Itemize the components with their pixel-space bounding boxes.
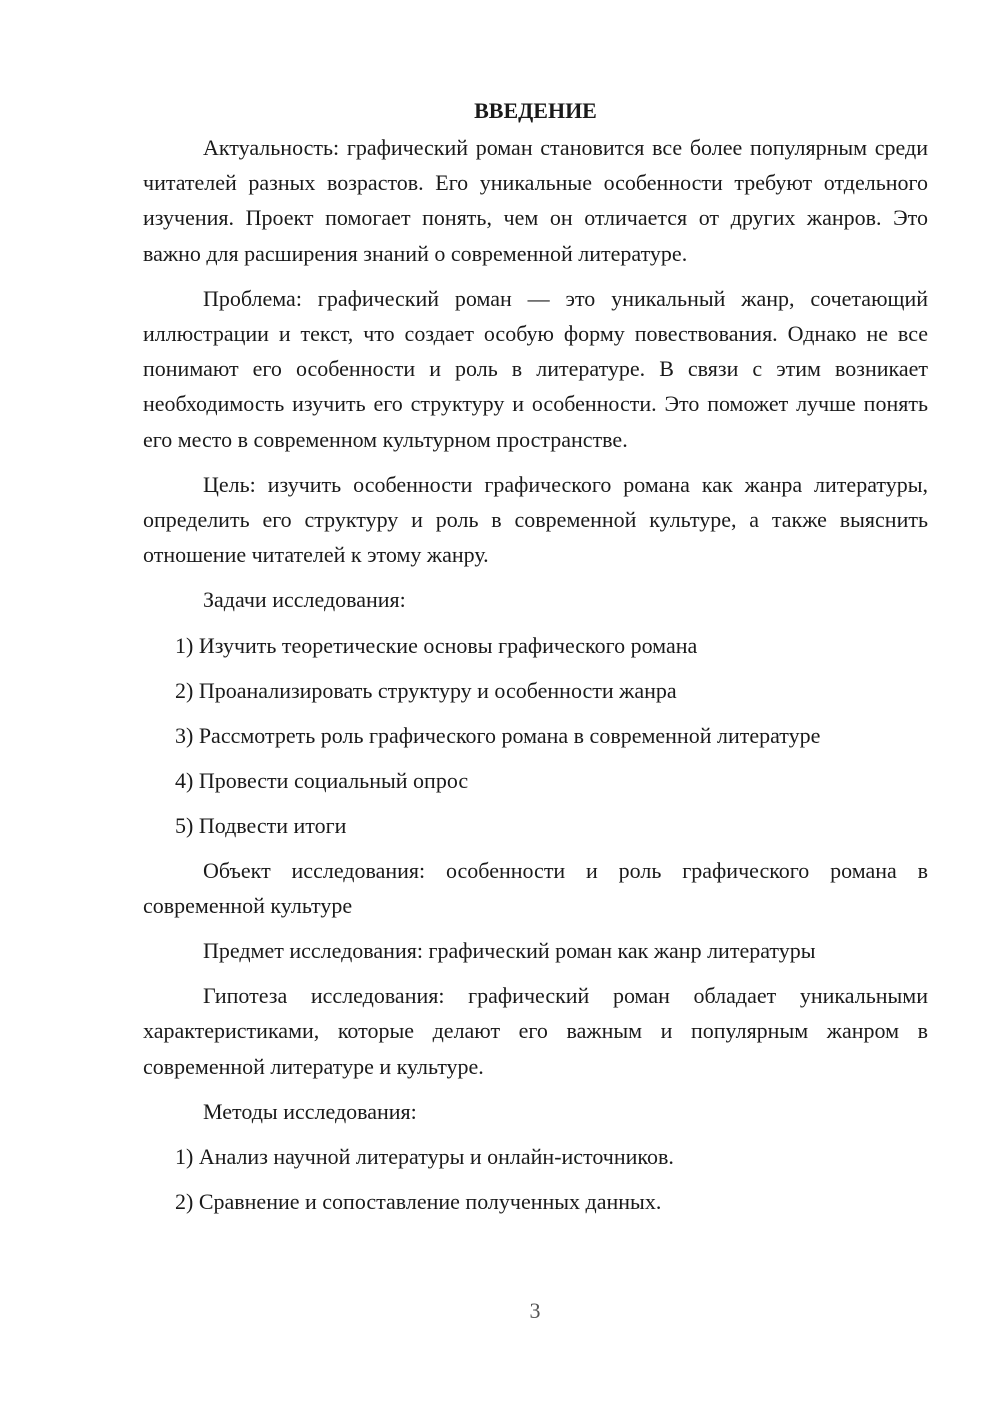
page-number: 3	[529, 1298, 541, 1323]
task-item-5: 5) Подвести итоги	[175, 812, 347, 838]
task-item-3: 3) Рассмотреть роль графического романа в современной литературе	[175, 722, 821, 748]
task-item-1: 1) Изучить теоретические основы графического романа	[175, 632, 698, 658]
method-item-1: 1) Анализ научной литературы и онлайн-источников.	[175, 1144, 674, 1170]
hypothesis-paragraph: Гипотеза исследования: графический роман обладает уникальными характеристиками, которые делают его важным и популярным жанром в современной литературе и культуре.	[143, 983, 928, 1079]
object-paragraph: Объект исследования: особенности и роль графического романа в современной культуре	[143, 857, 928, 918]
relevance-paragraph: Актуальность: графический роман становится все более популярным среди читателей разных возрастов. Его уникальные особенности требуют отдельного изучения. Проект помогает понять, чем он отличается от других жанров. Это важно для расширения знаний о современной литературе.	[143, 135, 928, 266]
subject-paragraph: Предмет исследования: графический роман как жанр литературы	[203, 938, 816, 964]
tasks-heading: Задачи исследования:	[203, 587, 406, 613]
goal-paragraph: Цель: изучить особенности графического романа как жанра литературы, определить его структуру и роль в современной культуре, а также выяснить отношение читателей к этому жанру.	[143, 471, 928, 568]
document-page	[143, 93, 928, 1229]
methods-heading: Методы исследования:	[203, 1098, 417, 1124]
section-title: ВВЕДЕНИЕ	[474, 98, 597, 123]
problem-paragraph: Проблема: графический роман — это уникальный жанр, сочетающий иллюстрации и текст, что создает особую форму повествования. Однако не все понимают его особенности и роль в литературе. В связи с этим возникает необходимость изучить его структуру и особенности. Это поможет лучше понять его место в современном культурном пространстве.	[143, 285, 928, 452]
task-item-4: 4) Провести социальный опрос	[175, 767, 469, 793]
method-item-2: 2) Сравнение и сопоставление полученных данных.	[175, 1189, 662, 1215]
task-item-2: 2) Проанализировать структуру и особенности жанра	[175, 677, 677, 703]
